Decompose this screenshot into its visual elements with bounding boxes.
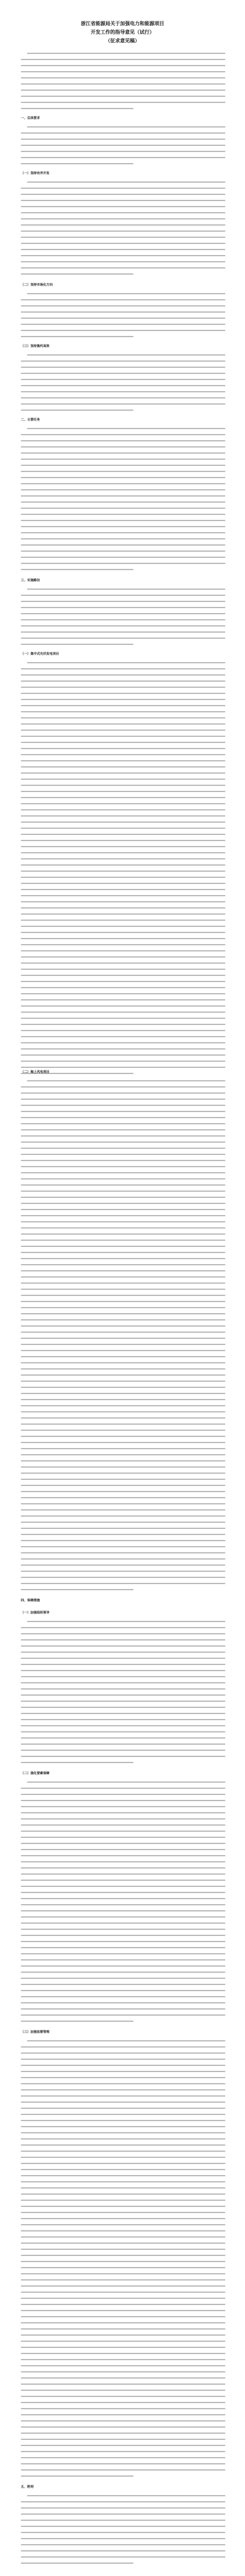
body-paragraph (21, 662, 225, 1079)
subsection-heading: （三）加强监督管理 (21, 2030, 50, 2034)
subsection-heading: （一）加强组织领导 (21, 1611, 50, 1615)
section-heading: 三、实施路径 (21, 579, 40, 582)
document-subtitle: （征求意见稿） (105, 38, 140, 44)
body-paragraph (21, 293, 225, 342)
document-title-line-2: 开发工作的指导意见（试行） (91, 29, 154, 35)
document-title-line-1: 浙江省能源局关于加强电力和能源项目 (81, 21, 164, 26)
body-paragraph (21, 1080, 225, 1595)
section-heading: 五、附则 (21, 2485, 34, 2489)
body-paragraph (21, 181, 225, 280)
subsection-heading: （一）集中式光伏发电项目 (21, 652, 59, 656)
body-paragraph (21, 354, 225, 416)
intro-paragraph (21, 53, 225, 114)
subsection-heading: （三）坚持集约高效 (21, 345, 50, 348)
subsection-heading: （一）坚持有序开发 (21, 172, 50, 175)
subsection-heading: （二）海上风电项目 (21, 1070, 50, 1074)
section-heading: 一、总体要求 (21, 116, 40, 120)
section-heading: 四、保障措施 (21, 1599, 40, 1602)
subsection-heading: （二）强化要素保障 (21, 1772, 50, 1775)
body-paragraph (21, 589, 225, 650)
body-paragraph (21, 1621, 225, 1768)
body-paragraph (21, 428, 225, 575)
body-paragraph (21, 1781, 225, 2027)
body-paragraph (21, 2040, 225, 2482)
section-heading: 二、主要任务 (21, 418, 40, 422)
body-paragraph (21, 2495, 225, 2569)
body-paragraph (21, 126, 225, 169)
subsection-heading: （二）坚持市场化方向 (21, 283, 53, 287)
